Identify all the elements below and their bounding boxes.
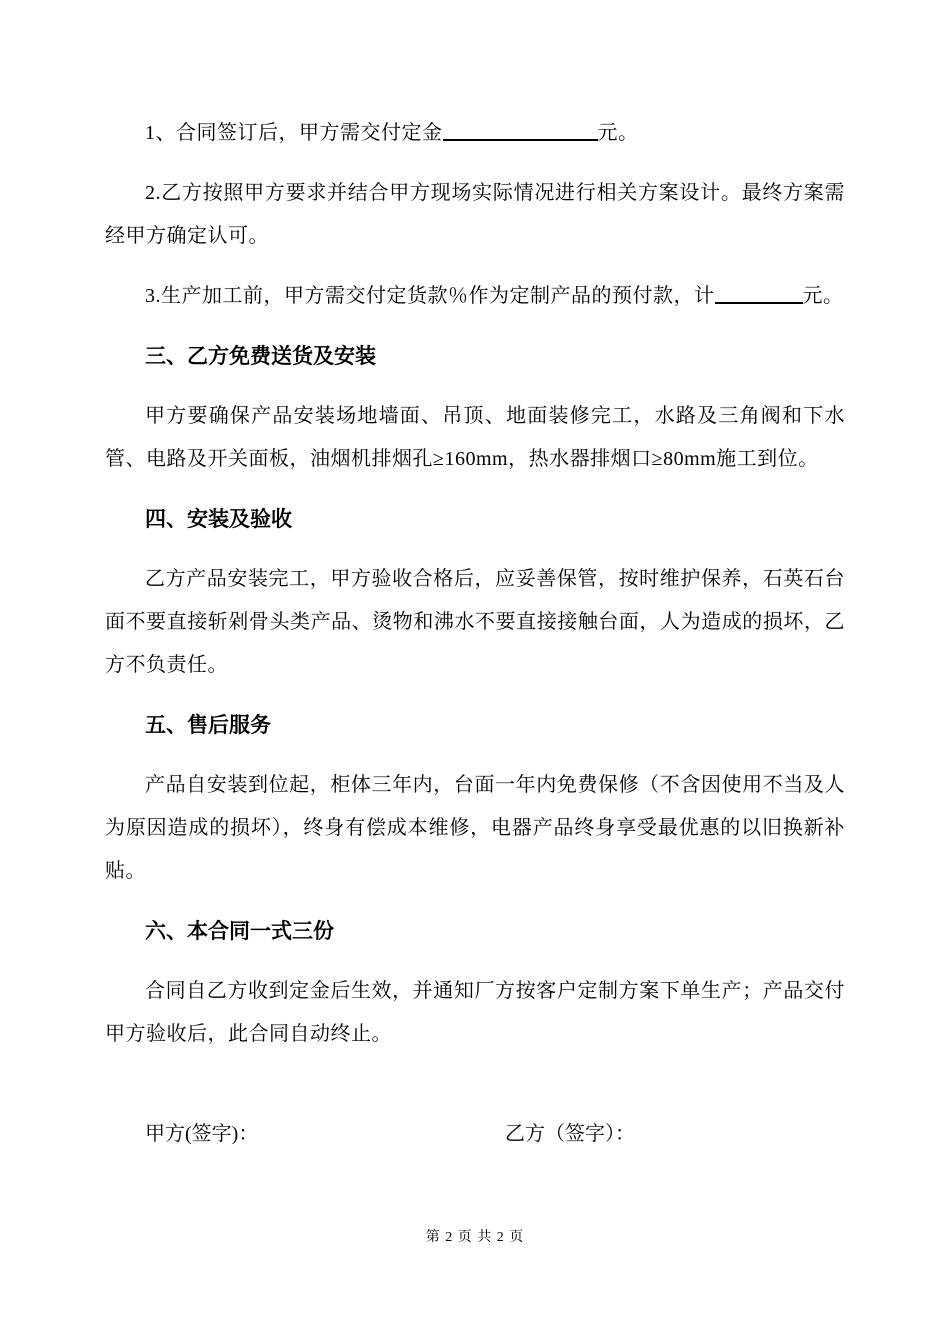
- clause-deposit-text: 1、合同签订后，甲方需交付定金: [145, 122, 443, 144]
- section-4-body: 乙方产品安装完工，甲方验收合格后，应妥善保管，按时维护保养，石英石台面不要直接斩剁骨头类产品、烫物和沸水不要直接接触台面，人为造成的损坏，乙方不负责任。: [105, 568, 845, 676]
- section-5-body: 产品自安装到位起，柜体三年内，台面一年内免费保修（不含因使用不当及人为原因造成的损坏），终身有偿成本维修，电器产品终身享受最优惠的以旧换新补贴。: [105, 774, 845, 882]
- section-6-body: 合同自乙方收到定金后生效，并通知厂方按客户定制方案下单生产；产品交付甲方验收后，此合同自动终止。: [105, 980, 845, 1045]
- section-3-heading: 三、乙方免费送货及安装: [145, 345, 376, 368]
- clause-prepayment: [105, 275, 845, 318]
- signature-row: [105, 1113, 845, 1156]
- section-6-heading: 六、本合同一式三份: [145, 920, 334, 943]
- clause-deposit: [105, 112, 845, 155]
- page-number-footer: 第 2 页 共 2 页: [425, 1230, 525, 1245]
- party-b-signature-label: 乙方（签字）：: [505, 1123, 635, 1145]
- clause-deposit-unit: 元。: [597, 122, 639, 144]
- section-5-heading: 五、售后服务: [145, 714, 271, 737]
- party-a-signature-label: 甲方(签字)：: [145, 1123, 259, 1145]
- clause-design: 2.乙方按照甲方要求并结合甲方现场实际情况进行相关方案设计。最终方案需经甲方确定认可。: [105, 182, 845, 247]
- prepayment-amount-blank: [715, 300, 803, 304]
- clause-prepayment-unit: 元。: [802, 285, 844, 307]
- section-3-body: 甲方要确保产品安装场地墙面、吊顶、地面装修完工，水路及三角阀和下水管、电路及开关面板，油烟机排烟孔≥160mm，热水器排烟口≥80mm施工到位。: [105, 405, 845, 470]
- clause-prepayment-text: 3.生产加工前，甲方需交付定货款％作为定制产品的预付款，计: [145, 285, 715, 307]
- section-4-heading: 四、安装及验收: [145, 508, 292, 531]
- deposit-amount-blank: [443, 137, 598, 141]
